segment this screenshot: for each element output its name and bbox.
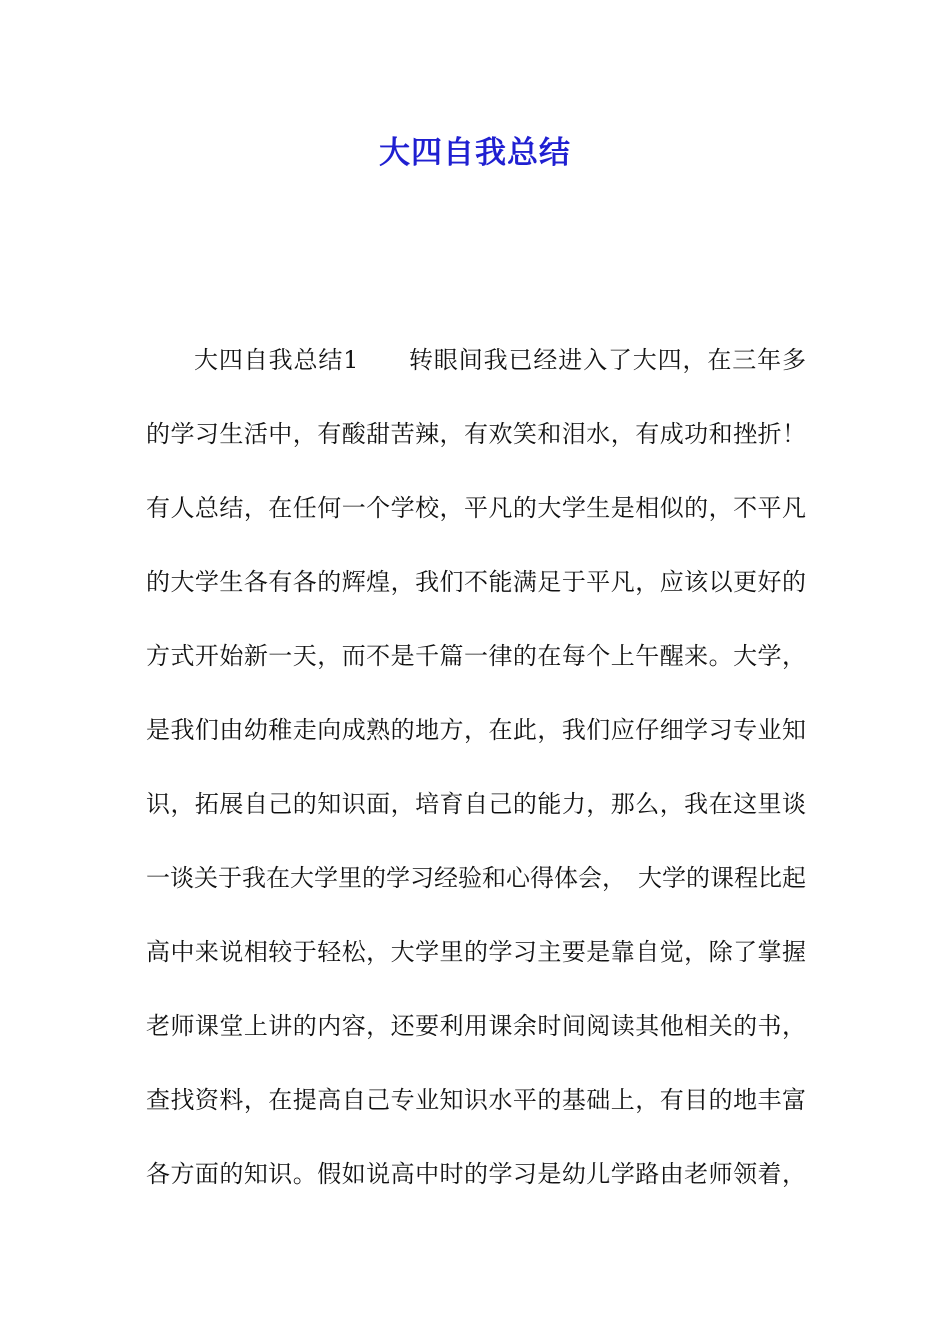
document-title: 大四自我总结 — [379, 135, 571, 171]
body-line: 的学习生活中，有酸甜苦辣，有欢笑和泪水，有成功和挫折！ — [146, 420, 806, 448]
document-body — [146, 330, 806, 1218]
body-line: 有人总结，在任何一个学校，平凡的大学生是相似的，不平凡 — [146, 494, 806, 522]
body-line: 是我们由幼稚走向成熟的地方，在此，我们应仔细学习专业知 — [146, 716, 806, 744]
body-line: 一谈关于我在大学里的学习经验和心得体会， 大学的课程比起 — [146, 864, 806, 892]
body-line: 大四自我总结1 转眼间我已经进入了大四，在三年多 — [194, 346, 806, 374]
body-line: 查找资料，在提高自己专业知识水平的基础上，有目的地丰富 — [146, 1086, 806, 1114]
body-line: 各方面的知识。假如说高中时的学习是幼儿学路由老师领着， — [146, 1160, 806, 1188]
body-line: 方式开始新一天，而不是千篇一律的在每个上午醒来。大学， — [146, 642, 806, 670]
body-line: 的大学生各有各的辉煌，我们不能满足于平凡，应该以更好的 — [146, 568, 806, 596]
body-line: 高中来说相较于轻松，大学里的学习主要是靠自觉，除了掌握 — [146, 938, 806, 966]
body-line: 老师课堂上讲的内容，还要利用课余时间阅读其他相关的书， — [146, 1012, 806, 1040]
body-line: 识，拓展自己的知识面，培育自己的能力，那么，我在这里谈 — [146, 790, 806, 818]
